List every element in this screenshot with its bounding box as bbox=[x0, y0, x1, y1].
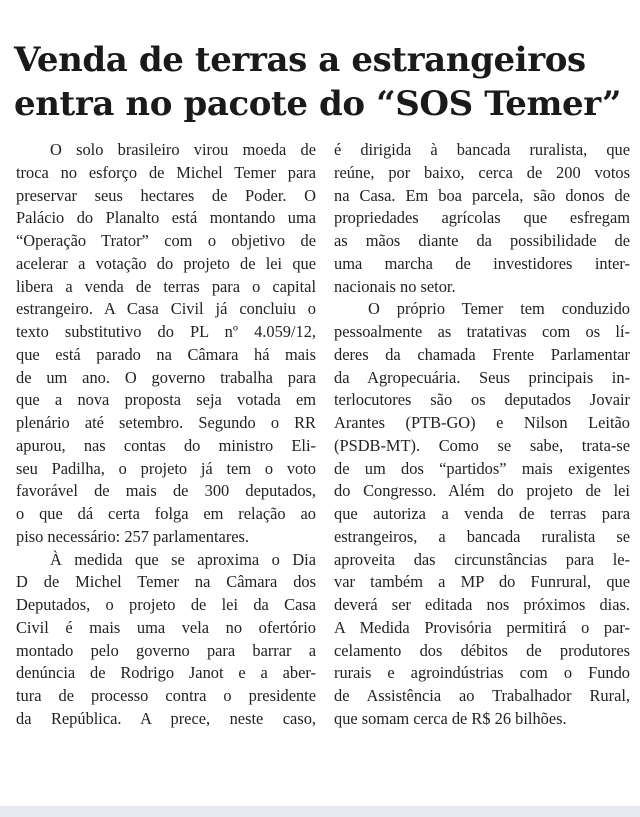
article-column-right bbox=[334, 139, 630, 731]
article-text-line: estrangeiros, a bancada ruralista se bbox=[334, 526, 630, 546]
article-text-line: denúncia de Rodrigo Janot e a aber- bbox=[16, 663, 316, 683]
article-text-line: preservar seus hectares de Poder. O bbox=[16, 185, 316, 205]
article-text-line: plenário até setembro. Segundo o RR bbox=[16, 413, 316, 432]
article-text-line: reúne, por baixo, cerca de 200 votos bbox=[334, 162, 630, 182]
article-text-line: estrangeiro. A Casa Civil já concluiu o bbox=[16, 299, 316, 319]
article-text-line: O solo brasileiro virou moeda de bbox=[50, 140, 316, 159]
article-text-line: terlocutores são os deputados Jovair bbox=[334, 390, 630, 410]
article-text-line: favorável de mais de 300 deputados, bbox=[16, 481, 316, 501]
article-text-line: apurou, nas contas do ministro Eli- bbox=[16, 435, 316, 455]
article-text-line: o que dá certa folga em relação ao bbox=[16, 504, 316, 523]
page-bottom-edge bbox=[0, 806, 640, 817]
article-text-line: pessoalmente as tratativas com os lí- bbox=[334, 322, 630, 341]
article-text-line: na Casa. Em boa parcela, são donos de bbox=[334, 185, 630, 205]
article-text-line: que autoriza a venda de terras para bbox=[334, 504, 630, 523]
article-text-line: propriedades agrícolas que esfregam bbox=[334, 208, 630, 228]
article-text-line: que a nova proposta seja votada em bbox=[16, 390, 316, 410]
article-text-line: nacionais no setor. bbox=[334, 276, 456, 296]
article-text-line: À medida que se aproxima o Dia bbox=[50, 549, 316, 569]
headline-line-2: entra no pacote do “SOS Temer” bbox=[14, 84, 622, 124]
article-text-line: acelerar a votação do projeto de lei que bbox=[16, 253, 316, 273]
article-text-line: var também a MP do Funrural, que bbox=[334, 572, 630, 592]
article-text-line: rurais e agroindústrias com o Fundo bbox=[334, 663, 630, 683]
article-text-line: da República. A prece, neste caso, bbox=[16, 708, 316, 728]
article-text-line: uma marcha de investidores inter- bbox=[334, 253, 630, 273]
article-text-line: montado pelo governo para barrar a bbox=[16, 640, 316, 660]
article-text-line: deres da chamada Frente Parlamentar bbox=[334, 344, 630, 364]
article-text-line: O próprio Temer tem conduzido bbox=[368, 299, 630, 319]
article-text-line: Palácio do Planalto está montando uma bbox=[16, 208, 316, 228]
article-text-line: Civil é mais uma vela no ofertório bbox=[16, 617, 316, 637]
article-text-line: de Assistência ao Trabalhador Rural, bbox=[334, 686, 630, 705]
article-text-line: “Operação Trator” com o objetivo de bbox=[16, 231, 316, 250]
article-text-line: Deputados, o projeto de lei da Casa bbox=[16, 595, 316, 614]
article-text-line: as mãos diante da possibilidade de bbox=[334, 231, 630, 250]
article-text-line: seu Padilha, o projeto já tem o voto bbox=[16, 458, 316, 478]
article-text-line: de um dos “partidos” mais exigentes bbox=[334, 458, 630, 478]
article-text-line: piso necessário: 257 parlamentares. bbox=[16, 526, 250, 546]
article-text-line: A Medida Provisória permitirá o par- bbox=[334, 617, 630, 637]
article-text-line: (PSDB-MT). Como se sabe, trata-se bbox=[334, 435, 630, 455]
article-text-line: do Congresso. Além do projeto de lei bbox=[334, 481, 630, 501]
article-text-line: D de Michel Temer na Câmara dos bbox=[16, 572, 316, 592]
article-text-line: aproveita das circunstâncias para le- bbox=[334, 549, 630, 569]
article-text-line: tura de processo contra o presidente bbox=[16, 686, 316, 705]
article-text-line: da Agropecuária. Seus principais in- bbox=[334, 367, 630, 387]
article-text-line: é dirigida à bancada ruralista, que bbox=[334, 140, 630, 159]
article-column-left bbox=[16, 139, 316, 731]
article-text-line: Arantes (PTB-GO) e Nilson Leitão bbox=[334, 413, 630, 432]
article-text-line: que somam cerca de R$ 26 bilhões. bbox=[334, 708, 567, 728]
article-text-line: de um ano. O governo trabalha para bbox=[16, 367, 316, 387]
article-text-line: deverá ser editada nos próximos dias. bbox=[334, 595, 630, 614]
article-text-line: celamento dos débitos de produtores bbox=[334, 640, 630, 660]
article-text-line: que está parado na Câmara há mais bbox=[16, 344, 316, 364]
headline-line-1: Venda de terras a estrangeiros bbox=[14, 40, 586, 80]
article-text-line: troca no esforço de Michel Temer para bbox=[16, 162, 316, 182]
article-text-line: libera a venda de terras para o capital bbox=[16, 276, 316, 296]
article-headline bbox=[14, 38, 634, 126]
article-text-line: texto substitutivo do PL nº 4.059/12, bbox=[16, 322, 316, 341]
